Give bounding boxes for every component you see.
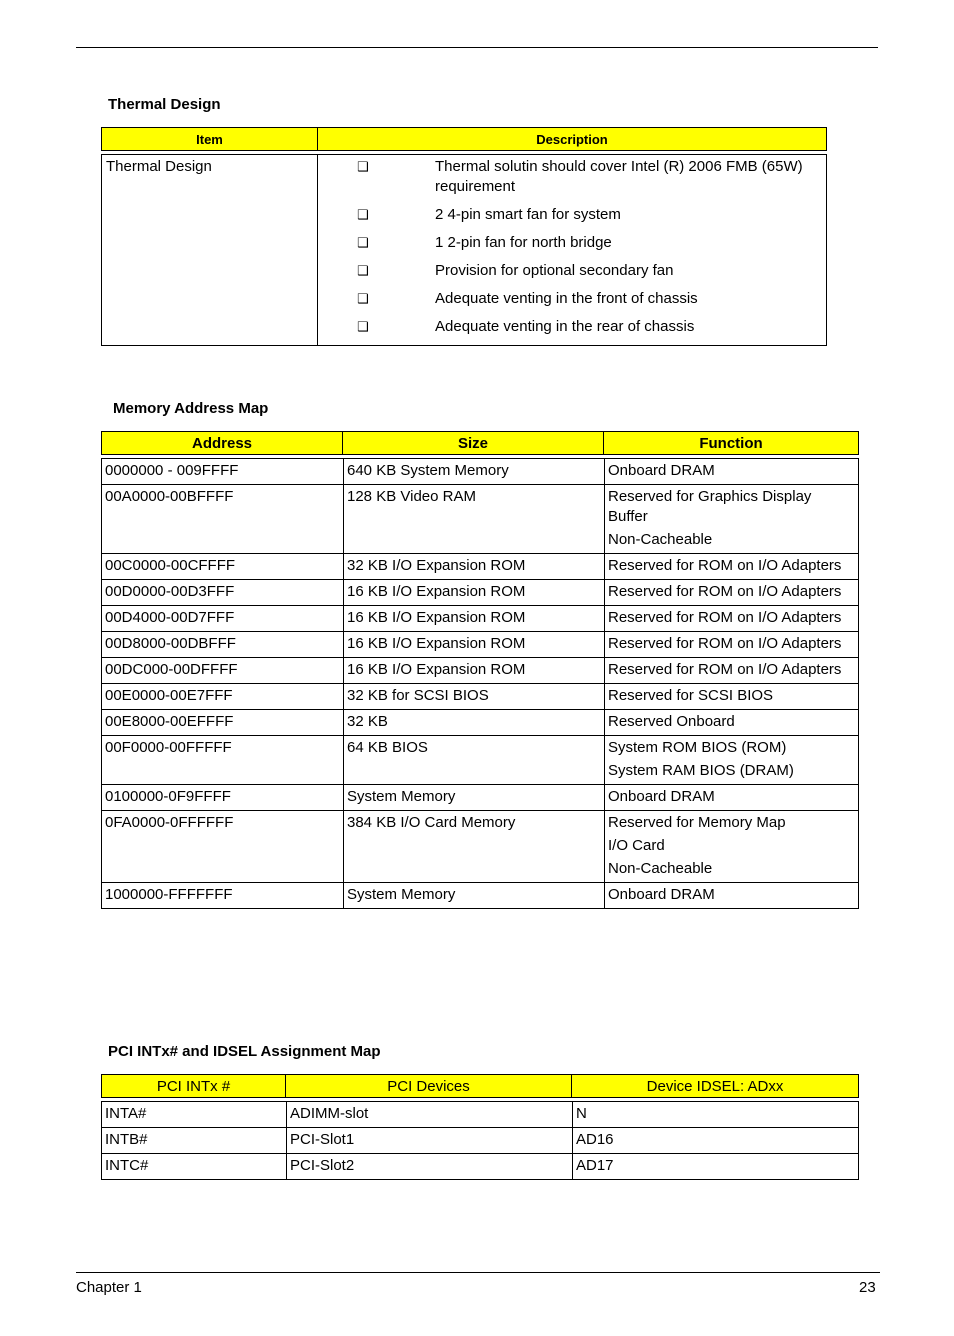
memory-address-map-table [101,431,859,909]
memory-header-address: Address [101,431,343,455]
memory-size-cell: 64 KB BIOS [343,736,604,785]
memory-function-cell [604,632,859,658]
memory-size-cell: 32 KB for SCSI BIOS [343,684,604,710]
memory-address-cell: 00E8000-00EFFFF [101,710,343,736]
table-row [101,684,859,710]
thermal-item-label: Thermal Design [106,158,212,175]
memory-function-line: System ROM BIOS (ROM) [608,739,787,756]
memory-function-cell [604,580,859,606]
memory-function-line: Reserved for ROM on I/O Adapters [608,609,842,626]
memory-address-cell: 1000000-FFFFFFF [101,883,343,909]
table-row [101,485,859,554]
checkbox-bullet-icon: ❑ [357,159,369,174]
top-rule [76,47,878,48]
pci-table-body [101,1101,859,1180]
thermal-bullet-item [318,261,826,289]
memory-size-cell: 16 KB I/O Expansion ROM [343,580,604,606]
pci-header-intx: PCI INTx # [101,1074,286,1098]
memory-function-line: Onboard DRAM [608,462,715,479]
memory-size-cell: 16 KB I/O Expansion ROM [343,632,604,658]
thermal-bullet-text: Adequate venting in the front of chassis [435,290,698,307]
thermal-bullet-text: 1 2-pin fan for north bridge [435,234,612,251]
pci-intx-cell: INTA# [101,1101,286,1128]
pci-header-devices: PCI Devices [286,1074,572,1098]
memory-table-body [101,458,859,909]
table-row [101,1154,859,1180]
footer-rule [76,1272,880,1273]
memory-function-line: Reserved Onboard [608,713,735,730]
checkbox-bullet-icon: ❑ [357,291,369,306]
table-row [101,458,859,485]
memory-function-line: Non-Cacheable [608,860,713,877]
memory-address-cell: 0100000-0F9FFFF [101,785,343,811]
table-row [101,632,859,658]
memory-address-cell: 0000000 - 009FFFF [101,458,343,485]
thermal-header-description: Description [318,127,827,151]
memory-size-cell: 384 KB I/O Card Memory [343,811,604,883]
memory-function-line: Reserved for Graphics Display Buffer [608,488,812,525]
thermal-bullet-text: Thermal solutin should cover Intel (R) 2006 FMB (65W) requirement [435,158,803,195]
memory-size-cell: System Memory [343,785,604,811]
memory-function-cell [604,554,859,580]
checkbox-bullet-icon: ❑ [357,263,369,278]
pci-device-cell: PCI-Slot1 [286,1128,572,1154]
memory-address-cell: 00E0000-00E7FFF [101,684,343,710]
memory-size-cell: 128 KB Video RAM [343,485,604,554]
memory-size-cell: 640 KB System Memory [343,458,604,485]
thermal-description-cell [318,154,827,346]
memory-function-line: I/O Card [608,837,665,854]
memory-function-cell [604,658,859,684]
thermal-bullet-text: 2 4-pin smart fan for system [435,206,621,223]
memory-function-cell [604,736,859,785]
table-row [101,736,859,785]
pci-intx-cell: INTB# [101,1128,286,1154]
pci-intx-cell: INTC# [101,1154,286,1180]
footer-chapter: Chapter 1 [76,1279,142,1296]
thermal-item-cell [101,154,318,346]
memory-function-cell [604,811,859,883]
thermal-bullet-item [318,317,826,345]
memory-header-size: Size [343,431,604,455]
table-row [101,785,859,811]
memory-function-cell [604,458,859,485]
pci-assignment-table [101,1074,859,1180]
memory-address-cell: 00A0000-00BFFFF [101,485,343,554]
memory-function-line: Onboard DRAM [608,788,715,805]
pci-idsel-cell: AD17 [572,1154,859,1180]
memory-function-cell [604,606,859,632]
memory-address-cell: 0FA0000-0FFFFFF [101,811,343,883]
thermal-bullet-item [318,157,826,205]
memory-function-line: Onboard DRAM [608,886,715,903]
pci-idsel-cell: N [572,1101,859,1128]
memory-heading: Memory Address Map [113,400,269,417]
table-row [101,1101,859,1128]
table-row [101,710,859,736]
memory-function-line: System RAM BIOS (DRAM) [608,762,794,779]
memory-size-cell: 32 KB I/O Expansion ROM [343,554,604,580]
memory-address-cell: 00DC000-00DFFFF [101,658,343,684]
table-row [101,883,859,909]
pci-idsel-cell: AD16 [572,1128,859,1154]
checkbox-bullet-icon: ❑ [357,319,369,334]
pci-header-idsel: Device IDSEL: ADxx [572,1074,859,1098]
footer-page-number: 23 [859,1279,876,1296]
thermal-bullet-list [318,157,826,345]
thermal-heading: Thermal Design [108,96,221,113]
table-row [101,658,859,684]
memory-address-cell: 00D8000-00DBFFF [101,632,343,658]
memory-function-line: Reserved for ROM on I/O Adapters [608,583,842,600]
memory-function-line: Reserved for SCSI BIOS [608,687,774,704]
memory-address-cell: 00F0000-00FFFFF [101,736,343,785]
memory-address-cell: 00C0000-00CFFFF [101,554,343,580]
thermal-bullet-text: Provision for optional secondary fan [435,262,674,279]
thermal-bullet-item [318,289,826,317]
memory-function-cell [604,485,859,554]
table-row [101,554,859,580]
pci-device-cell: PCI-Slot2 [286,1154,572,1180]
memory-function-line: Non-Cacheable [608,531,713,548]
thermal-bullet-text: Adequate venting in the rear of chassis [435,318,695,335]
memory-size-cell: System Memory [343,883,604,909]
memory-function-cell [604,883,859,909]
memory-function-line: Reserved for ROM on I/O Adapters [608,635,842,652]
memory-function-line: Reserved for Memory Map [608,814,786,831]
memory-size-cell: 32 KB [343,710,604,736]
checkbox-bullet-icon: ❑ [357,207,369,222]
memory-function-cell [604,684,859,710]
memory-size-cell: 16 KB I/O Expansion ROM [343,606,604,632]
pci-device-cell: ADIMM-slot [286,1101,572,1128]
checkbox-bullet-icon: ❑ [357,235,369,250]
thermal-bullet-item [318,233,826,261]
table-row [101,606,859,632]
memory-function-line: Reserved for ROM on I/O Adapters [608,557,842,574]
thermal-header-item: Item [101,127,318,151]
memory-function-cell [604,710,859,736]
table-row [101,1128,859,1154]
memory-function-line: Reserved for ROM on I/O Adapters [608,661,842,678]
table-row [101,811,859,883]
table-row [101,580,859,606]
memory-header-function: Function [604,431,859,455]
memory-function-cell [604,785,859,811]
memory-address-cell: 00D4000-00D7FFF [101,606,343,632]
thermal-bullet-item [318,205,826,233]
thermal-design-table [101,127,827,346]
pci-heading: PCI INTx# and IDSEL Assignment Map [108,1043,381,1060]
memory-address-cell: 00D0000-00D3FFF [101,580,343,606]
memory-size-cell: 16 KB I/O Expansion ROM [343,658,604,684]
